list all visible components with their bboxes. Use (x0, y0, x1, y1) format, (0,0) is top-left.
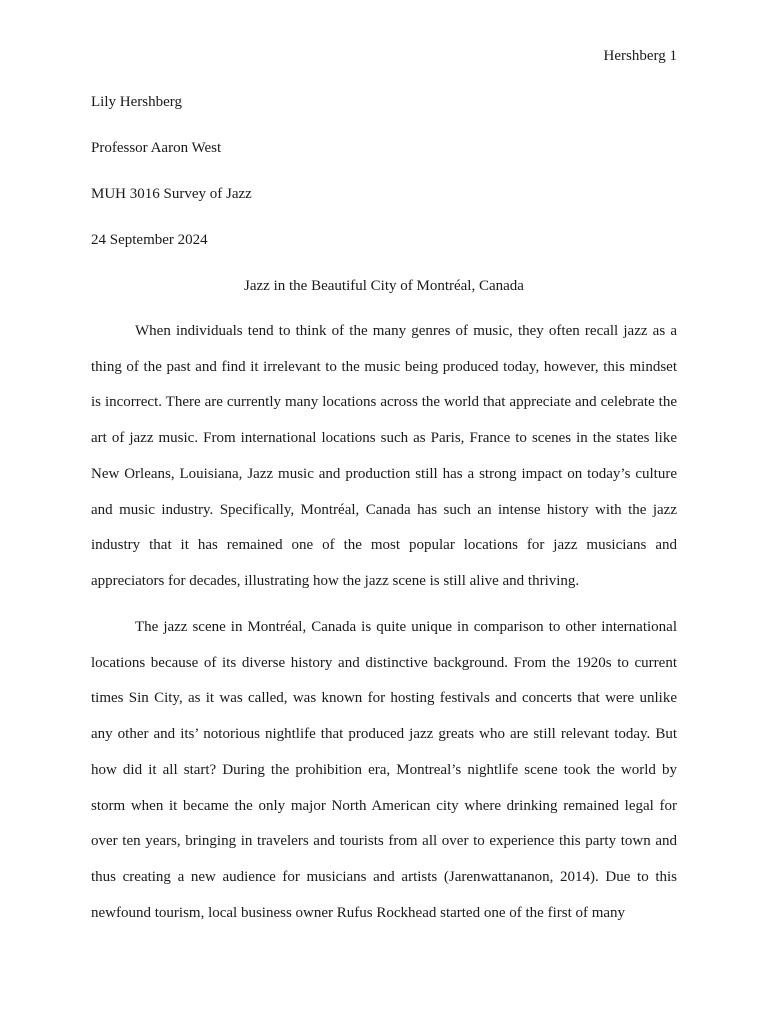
running-head: Hershberg 1 (603, 48, 677, 64)
paper-title: Jazz in the Beautiful City of Montréal, Canada (244, 278, 524, 294)
paragraph: The jazz scene in Montréal, Canada is quite unique in comparison to other international locations because of its diverse history and distinctive background. From the 1920s to current times Sin City, as it was called, was known for hosting festivals and concerts that were unlike any other and its’ notorious nightlife that produced jazz greats who are still relevant today. But how did it all start? During the prohibition era, Montreal’s nightlife scene took the world by storm when it became the only major North American city where drinking remained legal for over ten years, bringing in travelers and tourists from all over to experience this party town and thus creating a new audience for musicians and artists (Jarenwattananon, 2014). Due to this newfound tourism, local business owner Rufus Rockhead started one of the first of many (91, 619, 677, 921)
professor-name: Professor Aaron West (91, 140, 222, 156)
student-name: Lily Hershberg (91, 94, 182, 110)
date-line: 24 September 2024 (91, 232, 208, 248)
paragraph: When individuals tend to think of the many genres of music, they often recall jazz as a thing of the past and find it irrelevant to the music being produced today, however, this mindset is incorrect. There are currently many locations across the world that appreciate and celebrate the art of jazz music. From international locations such as Paris, France to scenes in the states like New Orleans, Louisiana, Jazz music and production still has a strong impact on today’s culture and music industry. Specifically, Montréal, Canada has such an intense history with the jazz industry that it has remained one of the most popular locations for jazz musicians and appreciators for decades, illustrating how the jazz scene is still alive and thriving. (91, 323, 677, 589)
course-name: MUH 3016 Survey of Jazz (91, 186, 252, 202)
